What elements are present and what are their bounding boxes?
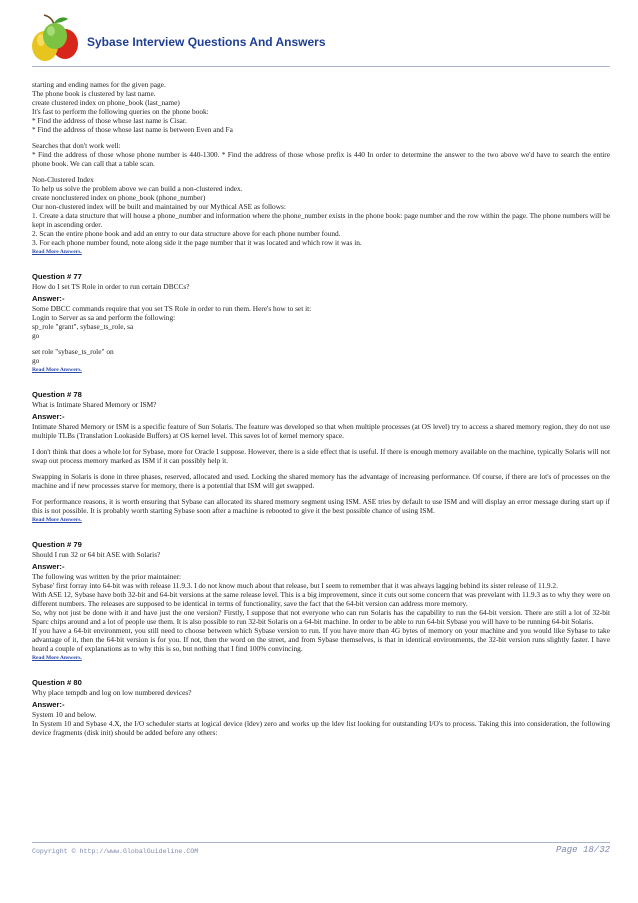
question-heading: Question # 77 (32, 272, 82, 281)
document-body (32, 80, 610, 737)
question-79 (32, 540, 610, 662)
page-title: Sybase Interview Questions And Answers (87, 35, 326, 49)
page-footer (32, 845, 610, 859)
question-text: How do I set TS Role in order to run certain DBCCs? (32, 282, 190, 291)
text-line: create clustered index on phone_book (last_name) (32, 98, 180, 107)
question-text: Should I run 32 or 64 bit ASE with Solaris? (32, 550, 161, 559)
answer-line: sp_role "grant", sybase_ts_role, sa (32, 322, 134, 331)
answer-line: go (32, 331, 40, 340)
question-78 (32, 390, 610, 524)
question-text: Why place tempdb and log on low numbered devices? (32, 688, 192, 697)
answer-paragraph: Swapping in Solaris is done in three phases, reserved, allocated and used. Locking the shared memory has the advantage of increasing performance. Of course, if there are lot's of processes on the machine and if new processes starve for memory, there is a potential that ISM will get swapped. (32, 472, 610, 490)
text-line: * Find the address of those whose last name is Cisar. (32, 116, 187, 125)
answer-label: Answer:- (32, 412, 65, 421)
read-more-link[interactable]: Read More Answers. (32, 367, 82, 373)
intro-block (32, 80, 610, 256)
text-line: 2. Scan the entire phone book and add an entry to our data structure above for each phone number found. (32, 229, 341, 238)
text-line: starting and ending names for the given page. (32, 80, 166, 89)
answer-line: Login to Server as sa and perform the following: (32, 313, 176, 322)
text-line: The phone book is clustered by last name. (32, 89, 156, 98)
header-divider (32, 66, 610, 67)
answer-paragraph: System 10 and below. (32, 710, 97, 719)
answer-paragraph: With ASE 12, Sybase have both 32-bit and 64-bit versions at the same release level. This is a big improvement, since it cuts out some concern that was prevelant with 11.9.3 as to why they were on different numbers. The releases are supposed to be identical in terms of functionality, save the fact that the 64-bit version can address more memory. (32, 590, 610, 608)
apples-logo-icon (30, 14, 82, 64)
read-more-link[interactable]: Read More Answers. (32, 655, 82, 661)
footer-divider (32, 842, 610, 843)
read-more-link[interactable]: Read More Answers. (32, 517, 82, 523)
answer-paragraph: Sybase' first forray into 64-bit was with release 11.9.3. I do not know much about that release, but I seem to remember that it was always lagging behind its sister release of 11.9.2. (32, 581, 558, 590)
answer-paragraph: For performance reasons, it is worth ensuring that Sybase can allocated its shared memory segment using ISM. ASE tries by default to use ISM and will display an error message during start up if this is not possible. It is probably worth starting Sybase soon after a machine is rebooted to give it the best possible chance of using ISM. (32, 497, 610, 515)
text-line: It's fast to perform the following queries on the phone book: (32, 107, 209, 116)
question-heading: Question # 79 (32, 540, 82, 549)
answer-paragraph: The following was written by the prior maintainer: (32, 572, 182, 581)
text-line: Our non-clustered index will be built and maintained by our Mythical ASE as follows: (32, 202, 286, 211)
text-line: * Find the address of those whose phone number is 440-1300. * Find the address of those whose prefix is 440 In order to determine the answer to the two above we'd have to search the entire phone book. We can call that a table scan. (32, 150, 610, 168)
page-number: Page 18/32 (555, 845, 610, 855)
page-header (0, 0, 638, 70)
answer-paragraph: In System 10 and Sybase 4.X, the I/O scheduler starts at logical device (ldev) zero and works up the ldev list looking for outstanding I/O's to process. Taking this into consideration, the following device fragments (disk init) should be added before any others: (32, 719, 610, 737)
question-heading: Question # 78 (32, 390, 82, 399)
text-line: Searches that don't work well: (32, 141, 121, 150)
question-77 (32, 272, 610, 374)
question-heading: Question # 80 (32, 678, 82, 687)
question-text: What is Intimate Shared Memory or ISM? (32, 400, 157, 409)
answer-paragraph: So, why not just be done with it and have just the one version? Firstly, I suppose that not everyone who can run Solaris has the capability to run the 64-bit version. There are still a lot of 32-bit Sparc chips around and a lot of people use them. It is also possible to run 32-bit Solaris on a 64-bit machine. In order to be able to run 64-bit Sybase you will have to be running 64-bit Solaris. (32, 608, 610, 626)
text-line: create nonclustered index on phone_book (phone_number) (32, 193, 206, 202)
answer-paragraph: I don't think that does a whole lot for Sybase, more for Oracle I suppose. However, there is a side effect that is useful. If there is enough memory available on the machine, typically Solaris will not swap out process memory marked as ISM if it can possibly help it. (32, 447, 610, 465)
text-line: 3. For each phone number found, note along side it the page number that it was located and which row it was in. (32, 238, 362, 247)
answer-paragraph: If you have a 64-bit environment, you still need to choose between which Sybase version to run. If you have more than 4G bytes of memory on your machine and you would like Sybase to take advantage of it, then the 64-bit version is for you. If not, then the word on the street, and from Sybase themselves, is that in identical environments, the 32-bit version runs slightly faster. I have heard a couple of explanations as to why this is so, but nothing that I find 100% convincing. (32, 626, 610, 653)
copyright-text: Copyright © http://www.GlobalGuideline.COM (32, 848, 199, 855)
answer-line: set role "sybase_ts_role" on (32, 347, 114, 356)
answer-label: Answer:- (32, 294, 65, 303)
answer-paragraph: Intimate Shared Memory or ISM is a specific feature of Sun Solaris. The feature was developed so that when multiple processes (at OS level) try to access a shared memory region, they do not use multiple TLBs (Translation Lookaside Buffers) at OS kernel level. This saves lot of kernel memory space. (32, 422, 610, 440)
answer-line: go (32, 356, 40, 365)
text-line: * Find the address of those whose last name is between Even and Fa (32, 125, 233, 134)
text-line: Non-Clustered Index (32, 175, 94, 184)
read-more-link[interactable]: Read More Answers. (32, 249, 82, 255)
answer-label: Answer:- (32, 562, 65, 571)
question-80 (32, 678, 610, 737)
text-line: To help us solve the problem above we can build a non-clustered index. (32, 184, 243, 193)
answer-line: Some DBCC commands require that you set TS Role in order to run them. Here's how to set it: (32, 304, 312, 313)
text-line: 1. Create a data structure that will house a phone_number and information where the phone_number exists in the phone book: page number and the row within the page. The phone numbers will be kept in ascending order. (32, 211, 610, 229)
answer-label: Answer:- (32, 700, 65, 709)
